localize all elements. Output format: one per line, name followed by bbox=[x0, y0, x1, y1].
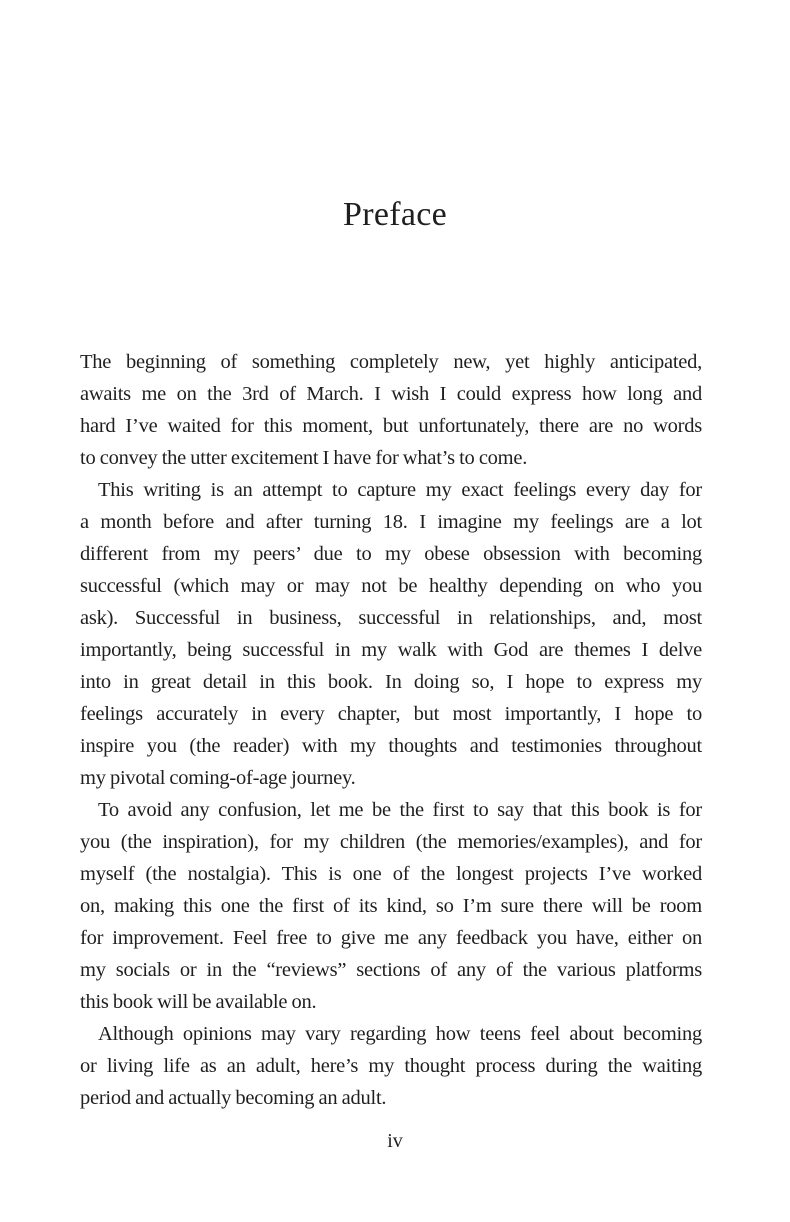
text-line: this book will be available on. bbox=[80, 991, 317, 1013]
text-line: different from my peers’ due to my obese obsession with becoming bbox=[80, 543, 702, 565]
text-line: period and actually becoming an adult. bbox=[80, 1087, 387, 1109]
text-line: To avoid any confusion, let me be the first to say that this book is for bbox=[98, 799, 702, 821]
paragraph-2 bbox=[80, 474, 702, 794]
page-number: iv bbox=[387, 1130, 403, 1152]
paragraph-4 bbox=[80, 1018, 702, 1114]
text-line: for improvement. Feel free to give me any feedback you have, either on bbox=[80, 927, 702, 949]
text-line: or living life as an adult, here’s my thought process during the waiting bbox=[80, 1055, 702, 1077]
text-line: into in great detail in this book. In doing so, I hope to express my bbox=[80, 671, 702, 693]
text-line: successful (which may or may not be healthy depending on who you bbox=[80, 575, 702, 597]
text-line: myself (the nostalgia). This is one of the longest projects I’ve worked bbox=[80, 863, 702, 885]
preface-body bbox=[80, 346, 702, 1114]
text-line: feelings accurately in every chapter, but most importantly, I hope to bbox=[80, 703, 702, 725]
text-line: importantly, being successful in my walk with God are themes I delve bbox=[80, 639, 702, 661]
text-line: inspire you (the reader) with my thoughts and testimonies throughout bbox=[80, 735, 702, 757]
text-line: my pivotal coming-of-age journey. bbox=[80, 767, 356, 789]
text-line: The beginning of something completely new, yet highly anticipated, bbox=[80, 351, 702, 373]
text-line: This writing is an attempt to capture my exact feelings every day for bbox=[98, 479, 702, 501]
text-line: ask). Successful in business, successful in relationships, and, most bbox=[80, 607, 702, 629]
text-line: awaits me on the 3rd of March. I wish I could express how long and bbox=[80, 383, 702, 405]
text-line: my socials or in the “reviews” sections of any of the various platforms bbox=[80, 959, 702, 981]
text-line: Although opinions may vary regarding how teens feel about becoming bbox=[98, 1023, 702, 1045]
page-title: Preface bbox=[342, 196, 448, 233]
text-line: hard I’ve waited for this moment, but unfortunately, there are no words bbox=[80, 415, 702, 437]
paragraph-3 bbox=[80, 794, 702, 1018]
text-line: on, making this one the first of its kind, so I’m sure there will be room bbox=[80, 895, 702, 917]
text-line: a month before and after turning 18. I imagine my feelings are a lot bbox=[80, 511, 702, 533]
text-line: you (the inspiration), for my children (the memories/examples), and for bbox=[80, 831, 702, 853]
paragraph-1 bbox=[80, 346, 702, 474]
text-line: to convey the utter excitement I have for what’s to come. bbox=[80, 447, 528, 469]
